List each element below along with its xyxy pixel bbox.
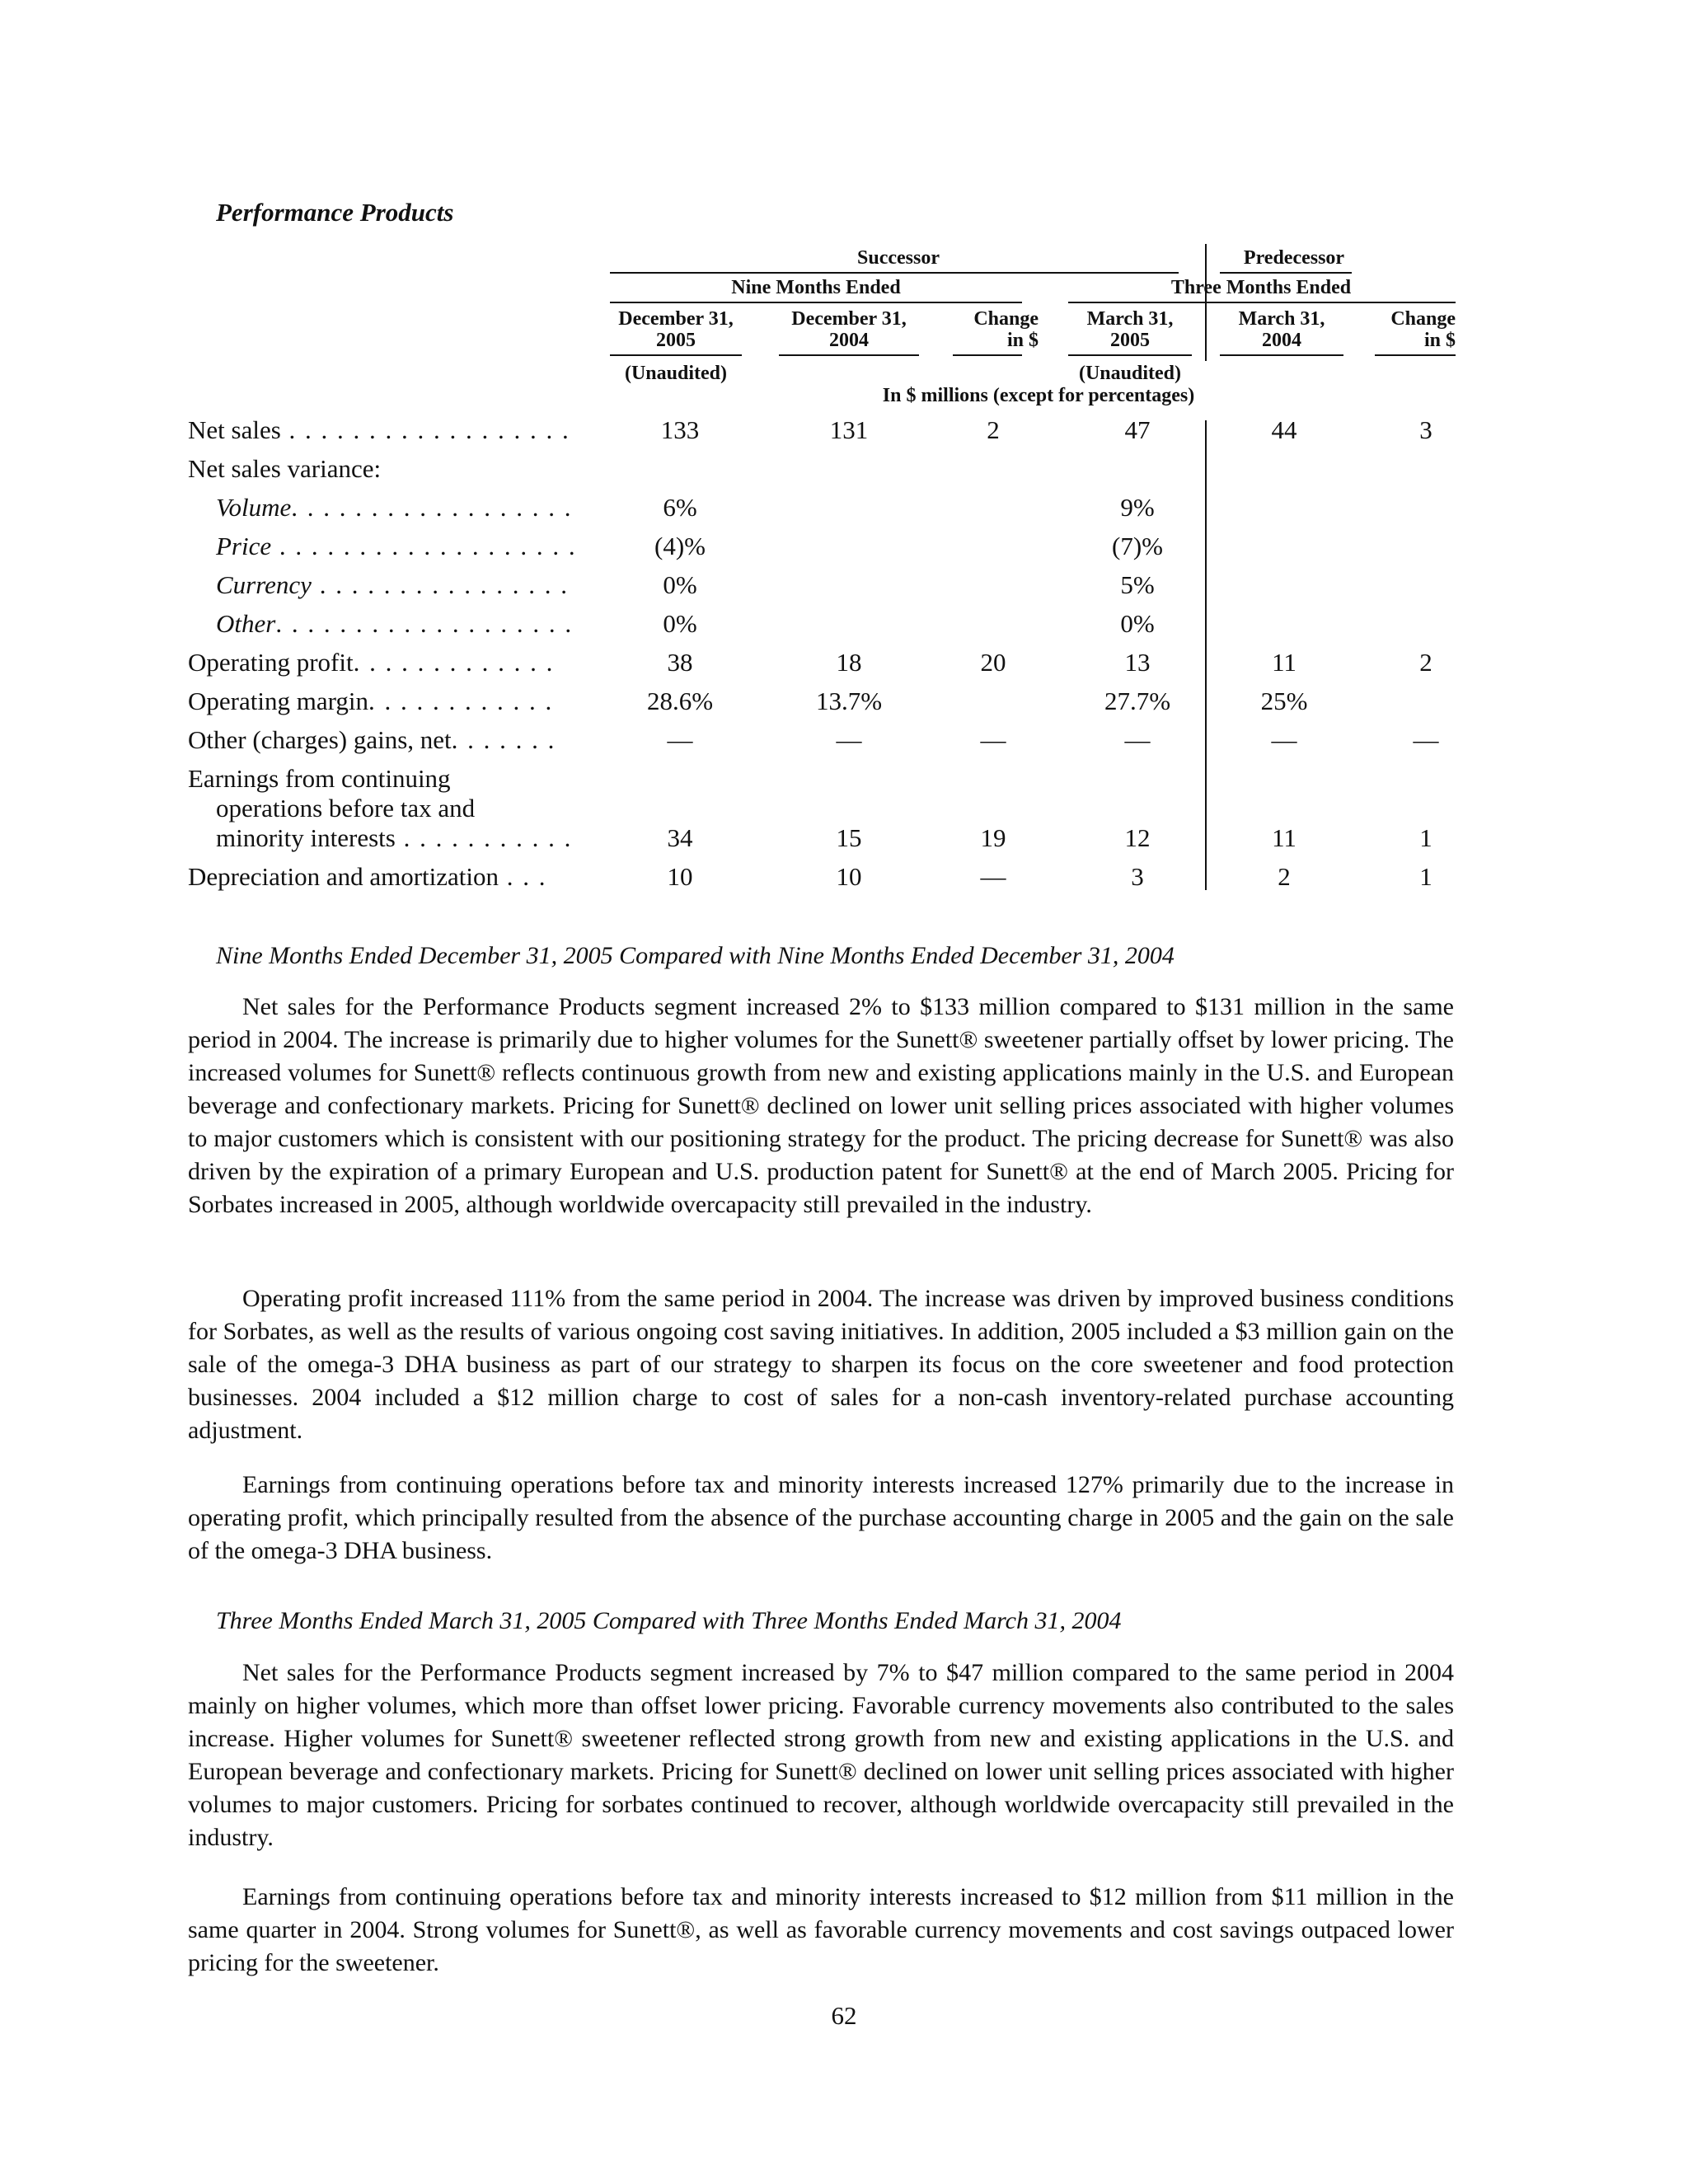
units-note: In $ millions (except for percentages) — [882, 385, 1195, 406]
col-header-line: in $ — [1423, 330, 1456, 351]
col-header-line: 2005 — [1110, 330, 1150, 351]
row-leader-dots: . . . . . . . . . . . . . . . . . . . — [275, 609, 574, 638]
row-label — [188, 415, 570, 445]
row-label — [188, 725, 556, 755]
row-label-text: Depreciation and amortization — [188, 862, 499, 891]
table-cell: 15 — [836, 823, 862, 852]
rule-col6 — [1375, 354, 1456, 356]
table-cell: 25% — [1260, 687, 1308, 715]
row-label — [216, 532, 577, 561]
col-header-change-2 — [1365, 308, 1456, 351]
col-header-line: in $ — [1006, 330, 1039, 351]
col-header-line: December 31, — [791, 308, 907, 330]
unaudited-label-1: (Unaudited) — [624, 363, 728, 384]
table-cell: (4)% — [654, 532, 706, 560]
row-label — [188, 454, 381, 484]
row-label-text: Net sales variance: — [188, 454, 382, 483]
row-label — [216, 823, 572, 853]
table-cell: 5% — [1120, 570, 1155, 599]
table-cell: 47 — [1124, 415, 1151, 444]
rule-col3 — [953, 354, 1022, 356]
col-header-change-1 — [948, 308, 1039, 351]
table-cell: 0% — [1120, 609, 1155, 638]
table-cell: — — [667, 725, 693, 754]
table-cell: 9% — [1120, 493, 1155, 522]
table-cell: 131 — [829, 415, 869, 444]
table-cell: — — [980, 725, 1006, 754]
col-header-dec-2005 — [610, 308, 742, 351]
col-header-line: Change — [1390, 308, 1456, 330]
section-title: Performance Products — [216, 198, 454, 227]
table-cell: 3 — [1131, 862, 1144, 891]
row-label-text: Net sales — [188, 415, 281, 444]
col-header-line: March 31, — [1086, 308, 1174, 330]
rule-col1 — [610, 354, 742, 356]
table-cell: 13.7% — [815, 687, 883, 715]
header-predecessor: Predecessor — [1243, 247, 1345, 269]
row-label-text: Currency — [216, 570, 312, 599]
table-cell: 133 — [660, 415, 700, 444]
header-three-months: Three Months Ended — [1170, 277, 1352, 298]
row-label — [188, 648, 554, 677]
table-cell: 2 — [1278, 862, 1291, 891]
row-label-text: Operating margin — [188, 687, 368, 715]
rule-nine-months — [610, 302, 1022, 303]
col-header-line: March 31, — [1238, 308, 1325, 330]
rule-col2 — [779, 354, 919, 356]
row-leader-dots: . . . . . . . . . . . . . . . . . . — [280, 415, 570, 444]
page-number: 62 — [831, 2001, 857, 2030]
row-leader-dots: . . . . . . . . . . . . . . . . . . . — [271, 532, 577, 560]
predecessor-divider-top — [1205, 244, 1207, 361]
row-label-text: operations before tax and — [216, 794, 476, 823]
header-successor: Successor — [857, 247, 940, 269]
row-leader-dots: . . . . . . . . . . . . . — [353, 648, 555, 677]
row-leader-dots: . . . . . . . . . . . — [395, 823, 573, 852]
row-leader-dots: . . . . . . . . . . . . — [368, 687, 554, 715]
rule-successor — [610, 272, 1179, 274]
row-label-text: Volume — [216, 493, 292, 522]
subhead-three-months: Three Months Ended March 31, 2005 Compared with Three Months Ended March 31, 2004 — [216, 1607, 1122, 1634]
table-cell: 6% — [663, 493, 697, 522]
row-label — [188, 764, 451, 794]
table-cell: 11 — [1272, 648, 1296, 677]
table-cell: 13 — [1124, 648, 1151, 677]
row-leader-dots: . . . — [499, 862, 547, 891]
row-label-text: Earnings from continuing — [188, 764, 451, 793]
col-header-line: Change — [973, 308, 1039, 330]
table-cell: 44 — [1271, 415, 1297, 444]
rule-predecessor — [1220, 272, 1352, 274]
row-label — [216, 609, 573, 639]
table-cell: 0% — [663, 609, 697, 638]
table-cell: (7)% — [1112, 532, 1163, 560]
row-leader-dots: . . . . . . . . . . . . . . . . . . — [291, 493, 573, 522]
paragraph-net-sales-three: Net sales for the Performance Products segment increased by 7% to $47 million compared to the same period in 2004 mainly on higher volumes, which more than offset lower pricing. Favorable currency movements also contributed to the sales increase. Higher volumes for Sunett® sweetener reflected strong growth from new and existing applications in the U.S. and European beverage and confectionary markets. Pricing for Sunett® declined on lower unit selling prices associated with higher volumes to major customers. Pricing for sorbates continued to recover, although worldwide overcapacity still prevailed in the industry. — [188, 1659, 1454, 1851]
row-label-text: minority interests — [216, 823, 396, 852]
paragraph-earnings-nine: Earnings from continuing operations before tax and minority interests increased 127% primarily due to the increase in operating profit, which principally resulted from the absence of the purchase accounting charge in 2005 and the gain on the sale of the omega-3 DHA business. — [188, 1471, 1454, 1564]
table-cell: — — [1271, 725, 1297, 754]
col-header-line: December 31, — [618, 308, 734, 330]
table-cell: 18 — [836, 648, 862, 677]
row-label — [188, 862, 547, 892]
table-cell: 38 — [667, 648, 693, 677]
row-label-text: Other — [216, 609, 276, 638]
rule-col5 — [1220, 354, 1343, 356]
table-cell: 19 — [980, 823, 1006, 852]
row-label — [216, 493, 573, 523]
table-cell: 10 — [836, 862, 862, 891]
row-label — [216, 570, 569, 600]
paragraph-net-sales-nine: Net sales for the Performance Products segment increased 2% to $133 million compared to $131 million in the same period in 2004. The increase is primarily due to higher volumes for the Sunett® sweetener partially offset by lower pricing. The increased volumes for Sunett® reflects continuous growth from new and existing applications mainly in the U.S. and European beverage and confectionary markets. Pricing for Sunett® declined on lower unit selling prices associated with higher volumes to major customers which is consistent with our positioning strategy for the product. The pricing decrease for Sunett® was also driven by the expiration of a primary European and U.S. production patent for Sunett® at the end of March 2005. Pricing for Sorbates increased in 2005, although worldwide overcapacity still prevailed in the industry. — [188, 993, 1454, 1218]
col-header-dec-2004 — [779, 308, 919, 351]
row-label-text: Other (charges) gains, net — [188, 725, 452, 754]
header-nine-months: Nine Months Ended — [731, 277, 901, 298]
predecessor-divider-body — [1205, 420, 1207, 890]
table-cell: 3 — [1419, 415, 1432, 444]
rule-three-months — [1068, 302, 1456, 303]
col-header-line: 2005 — [656, 330, 696, 351]
table-cell: — — [836, 725, 862, 754]
table-cell: 1 — [1419, 862, 1432, 891]
table-cell: — — [980, 862, 1006, 891]
col-header-mar-2004 — [1220, 308, 1343, 351]
table-cell: 12 — [1124, 823, 1151, 852]
subhead-nine-months: Nine Months Ended December 31, 2005 Compared with Nine Months Ended December 31, 2004 — [216, 942, 1175, 969]
table-cell: 20 — [980, 648, 1006, 677]
row-leader-dots: . . . . . . . — [451, 725, 556, 754]
table-cell: 11 — [1272, 823, 1296, 852]
unaudited-label-2: (Unaudited) — [1078, 363, 1182, 384]
table-cell: — — [1124, 725, 1151, 754]
table-cell: 2 — [1419, 648, 1432, 677]
col-header-line: 2004 — [829, 330, 869, 351]
table-cell: 0% — [663, 570, 697, 599]
col-header-line: 2004 — [1262, 330, 1301, 351]
table-cell: — — [1413, 725, 1439, 754]
paragraph-operating-profit: Operating profit increased 111% from the same period in 2004. The increase was driven by improved business conditions for Sorbates, as well as the results of various ongoing cost saving initiatives. In addition, 2005 included a $3 million gain on the sale of the omega-3 DHA business as part of our strategy to sharpen its focus on the core sweetener and food protection businesses. 2004 included a $12 million charge to cost of sales for a non-cash inventory-related purchase accounting adjustment. — [188, 1285, 1454, 1444]
paragraph-earnings-three: Earnings from continuing operations before tax and minority interests increased to $12 million from $11 million in the same quarter in 2004. Strong volumes for Sunett®, as well as favorable currency movements and cost savings outpaced lower pricing for the sweetener. — [188, 1883, 1454, 1976]
table-cell: 2 — [987, 415, 1000, 444]
row-leader-dots: . . . . . . . . . . . . . . . . — [311, 570, 569, 599]
row-label — [216, 794, 475, 823]
row-label-text: Price — [216, 532, 272, 560]
rule-col4 — [1068, 354, 1192, 356]
table-cell: 28.6% — [646, 687, 714, 715]
table-cell: 27.7% — [1104, 687, 1171, 715]
row-label — [188, 687, 553, 716]
table-cell: 10 — [667, 862, 693, 891]
table-cell: 34 — [667, 823, 693, 852]
table-cell: 1 — [1419, 823, 1432, 852]
col-header-mar-2005 — [1068, 308, 1192, 351]
row-label-text: Operating profit — [188, 648, 354, 677]
